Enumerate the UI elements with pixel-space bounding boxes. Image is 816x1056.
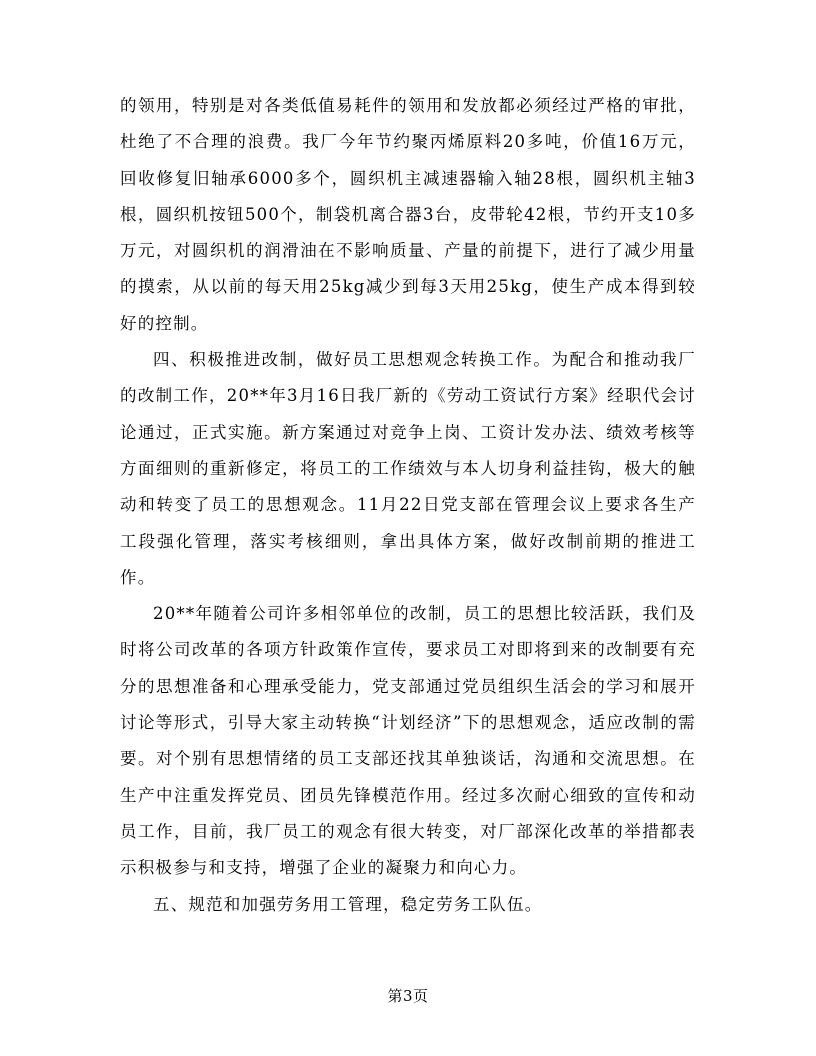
page-body — [120, 88, 696, 923]
paragraph-3: 20**年随着公司许多相邻单位的改制，员工的思想比较活跃，我们及时将公司改革的各项方针政策作宣传，要求员工对即将到来的改制要有充分的思想准备和心理承受能力，党支部通过党员组织生活会的学习和展开讨论等形式，引导大家主动转换“计划经济”下的思想观念，适应改制的需要。对个别有思想情绪的员工支部还找其单独谈话，沟通和交流思想。在生产中注重发挥党员、团员先锋模范作用。经过多次耐心细致的宣传和动员工作，目前，我厂员工的观念有很大转变，对厂部深化改革的举措都表示积极参与和支持，增强了企业的凝聚力和向心力。 — [120, 604, 696, 878]
page-number: 第3页 — [387, 987, 429, 1005]
paragraph-4: 五、规范和加强劳务用工管理，稳定劳务工队伍。 — [153, 894, 543, 914]
paragraph-1: 的领用，特别是对各类低值易耗件的领用和发放都必须经过严格的审批，杜绝了不合理的浪费。我厂今年节约聚丙烯原料20多吨，价值16万元，回收修复旧轴承6000多个，圆织机主减速器输入轴28根，圆织机主轴3根，圆织机按钮500个，制袋机离合器3台，皮带轮42根，节约开支10多万元，对圆织机的润滑油在不影响质量、产量的前提下，进行了减少用量的摸索，从以前的每天用25kg减少到每3天用25kg，使生产成本得到较好的控制。 — [120, 96, 696, 333]
paragraph-2: 四、积极推进改制，做好员工思想观念转换工作。为配合和推动我厂的改制工作，20**年3月16日我厂新的《劳动工资试行方案》经职代会讨论通过，正式实施。新方案通过对竞争上岗、工资计发办法、绩效考核等方面细则的重新修定，将员工的工作绩效与本人切身利益挂钩，极大的触动和转变了员工的思想观念。11月22日党支部在管理会议上要求各生产工段强化管理，落实考核细则，拿出具体方案，做好改制前期的推进工作。 — [120, 350, 696, 587]
